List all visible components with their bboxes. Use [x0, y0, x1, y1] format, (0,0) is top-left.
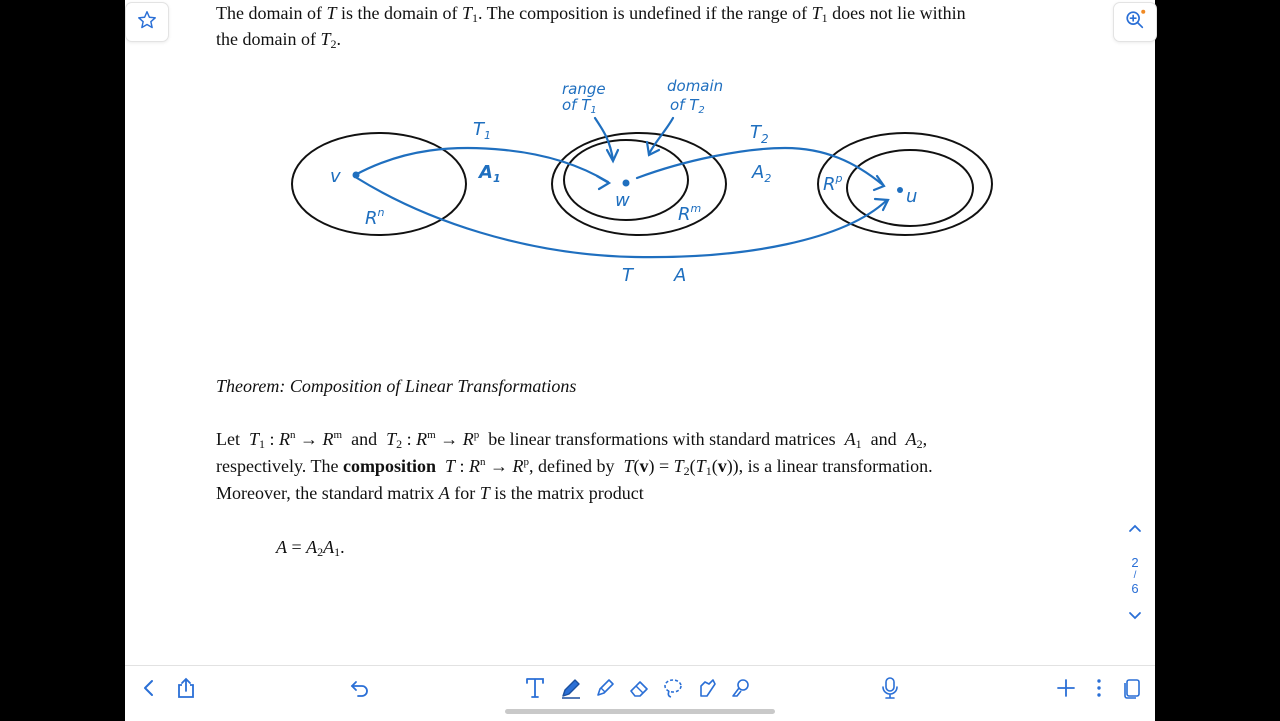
chevron-down-icon[interactable] [1118, 608, 1152, 626]
document-page [125, 0, 1155, 665]
label-a: A [674, 265, 687, 286]
page-indicator [1118, 520, 1152, 626]
label-domain: domain [667, 77, 724, 95]
intro-line-1: The domain of T is the domain of $T_1$. The composition is undefined if the range of $T_1$ does not lie within [216, 3, 966, 25]
label-v: v [330, 166, 341, 187]
text-tool-icon[interactable] [521, 674, 549, 702]
label-t: T [622, 265, 633, 286]
label-u: u [906, 186, 918, 207]
share-icon[interactable] [172, 674, 200, 702]
label-of-t1: of $T_1$ [562, 96, 597, 116]
label-t2: $T_2$ [750, 122, 769, 146]
undo-icon[interactable] [346, 674, 374, 702]
highlighter-icon[interactable] [591, 674, 619, 702]
label-t1: $T_1$ [473, 119, 491, 142]
label-rp: $R^p$ [823, 172, 843, 195]
current-page: 2 [1131, 555, 1139, 570]
label-of-t2: of $T_2$ [670, 96, 705, 116]
intro-line-2: the domain of $T_2$. [216, 29, 341, 51]
label-range: range [562, 80, 606, 98]
theorem-line-2: respectively. The composition T : $R^n \to R^p$, defined by $T(v) = T_2(T_1(v))$, is a linear transformation. [216, 456, 933, 478]
matrix-product-equation: $A = A_2A_1$. [276, 537, 345, 559]
outer-circle-rp [818, 133, 992, 235]
shapes-icon[interactable] [693, 674, 721, 702]
chevron-up-icon[interactable] [1118, 520, 1152, 546]
microphone-icon[interactable] [876, 674, 904, 702]
home-indicator [505, 709, 775, 714]
composition-diagram [125, 0, 1155, 320]
pages-icon[interactable] [1118, 674, 1146, 702]
label-a1: $A_1$ [479, 162, 501, 185]
total-pages: 6 [1131, 581, 1139, 596]
point-w [623, 180, 630, 187]
label-a2: $A_2$ [752, 162, 772, 185]
add-icon[interactable] [1052, 674, 1080, 702]
pen-icon[interactable] [557, 674, 585, 702]
point-v [353, 172, 360, 179]
point-u [897, 187, 903, 193]
sticker-icon[interactable] [727, 674, 755, 702]
theorem-line-1: Let $T_1$ : $R^n \to R^m$ and $T_2$ : $R^m \to R^p$ be linear transformations with standard matrices $A_1$ and $A_2$, [216, 429, 928, 451]
zoom-button[interactable] [1113, 2, 1157, 42]
more-icon[interactable] [1085, 674, 1113, 702]
theorem-line-3: Moreover, the standard matrix A for T is the matrix product [216, 483, 644, 503]
label-w: w [615, 190, 630, 211]
favorite-button[interactable] [125, 2, 169, 42]
back-icon[interactable] [135, 674, 163, 702]
star-icon [136, 9, 158, 36]
page-separator: / [1133, 570, 1137, 581]
lasso-icon[interactable] [659, 674, 687, 702]
theorem-title: Theorem: Composition of Linear Transformations [216, 376, 577, 396]
label-rm: $R^m$ [678, 202, 702, 225]
eraser-icon[interactable] [625, 674, 653, 702]
zoom-in-icon [1124, 9, 1146, 36]
label-rn: $R^n$ [365, 206, 385, 229]
